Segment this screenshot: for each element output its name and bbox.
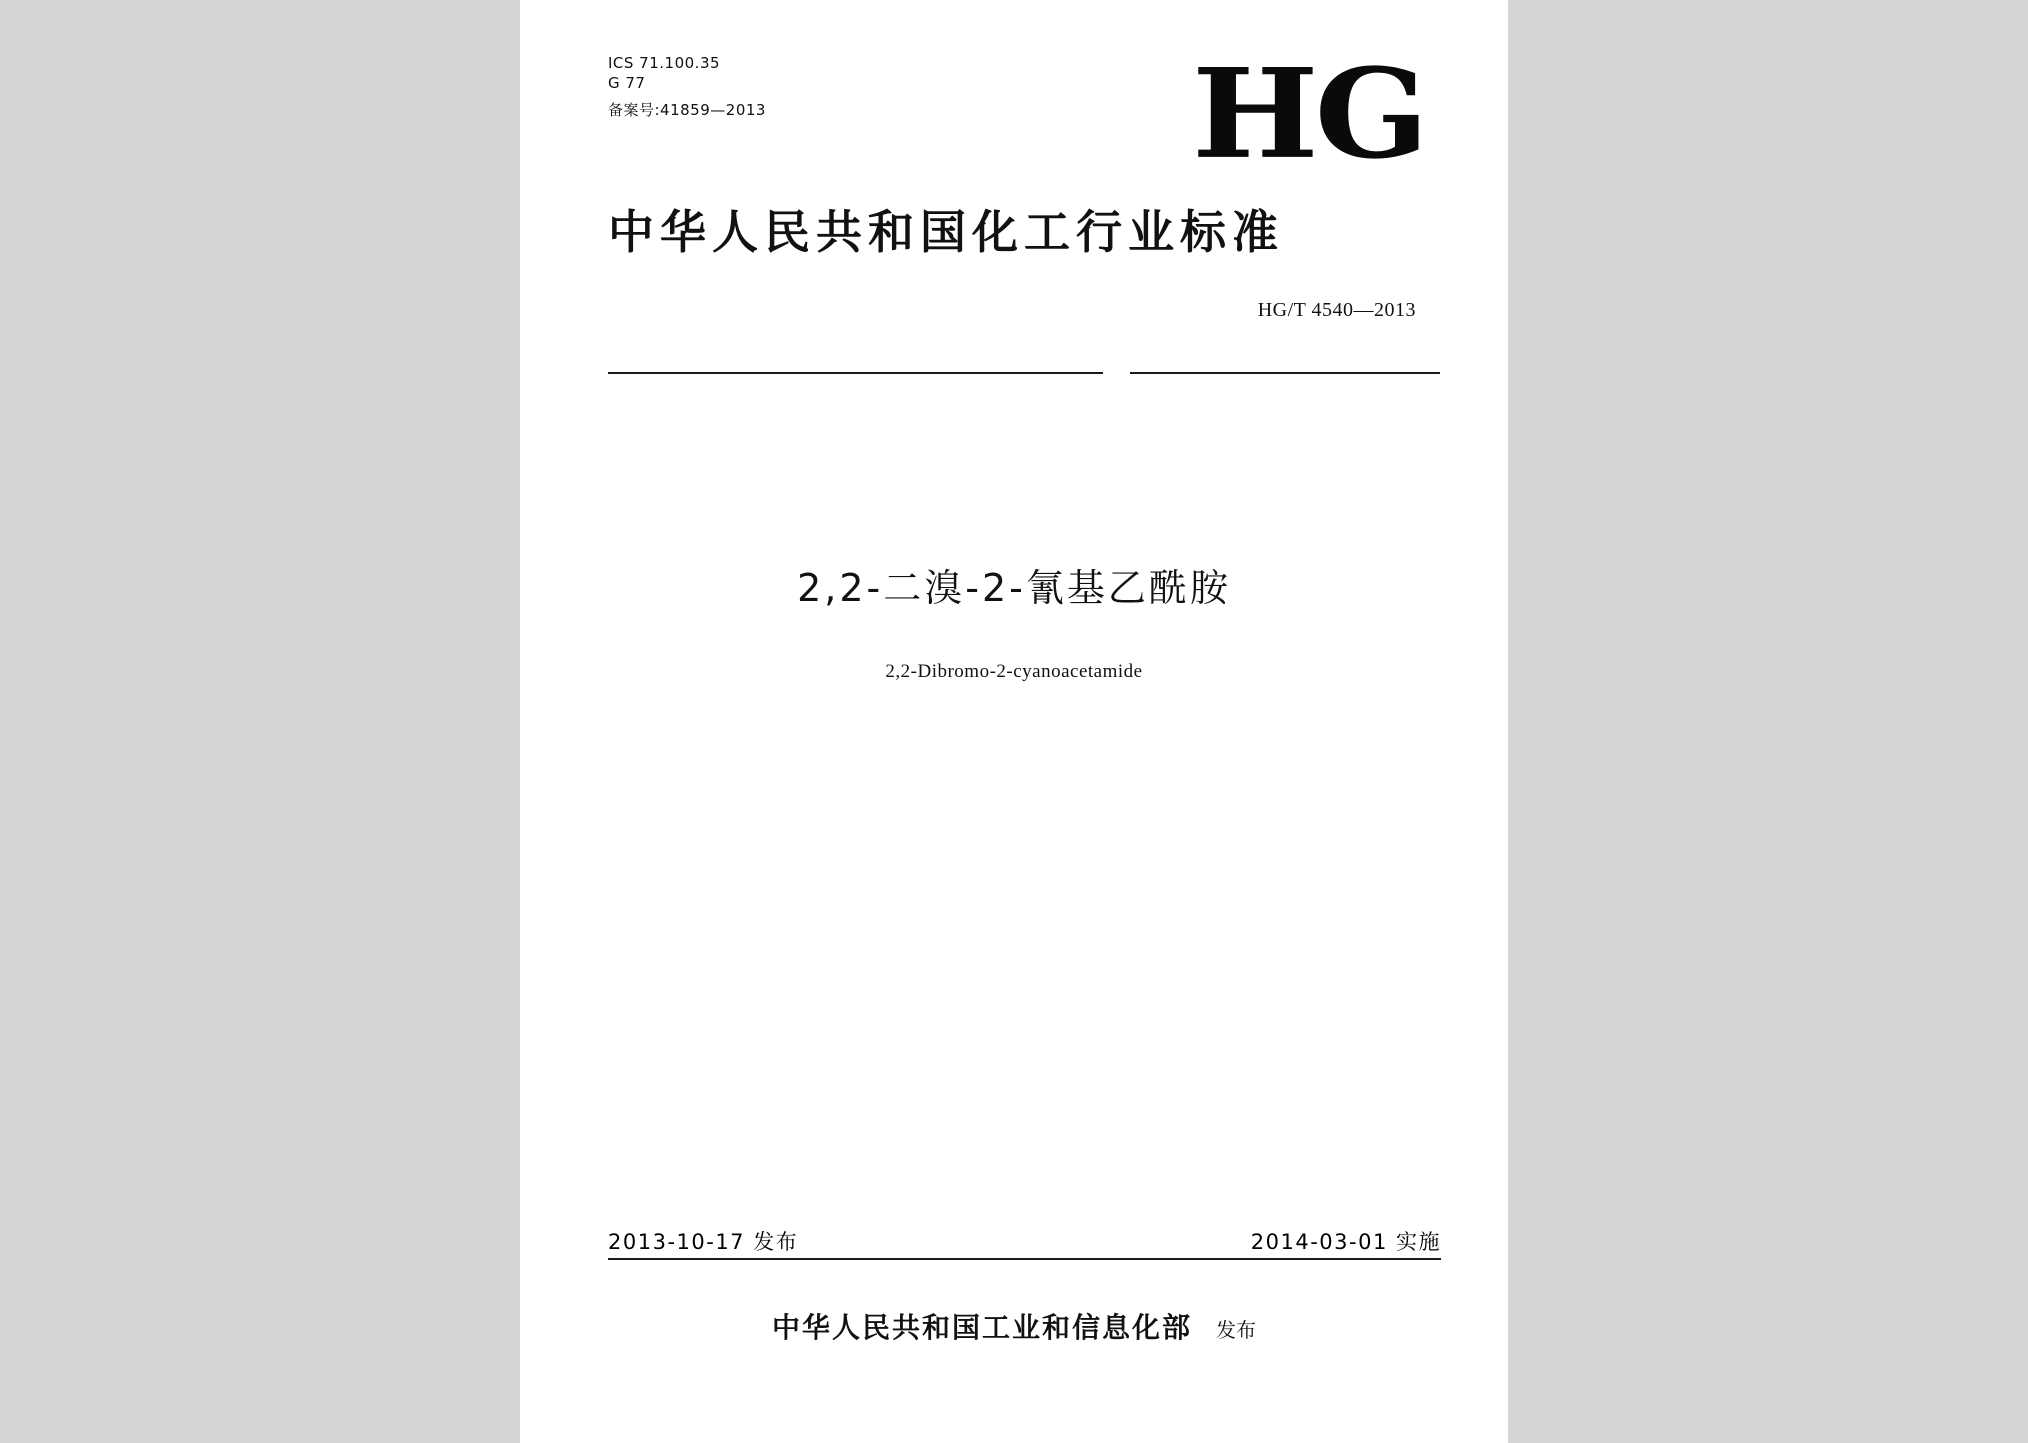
release-date: 2013-10-17 发布 — [608, 1230, 799, 1254]
filing-number: 备案号:41859—2013 — [608, 101, 766, 119]
issuer-suffix: 发布 — [1216, 1318, 1256, 1342]
hg-logo: HG — [1192, 40, 1426, 187]
implementation-date: 2014-03-01 实施 — [1250, 1230, 1441, 1254]
standard-category-title: 中华人民共和国化工行业标准 — [608, 205, 1284, 259]
header-divider-right — [1130, 372, 1440, 374]
date-row — [608, 1228, 1441, 1260]
issuer-name: 中华人民共和国工业和信息化部 — [771, 1311, 1192, 1344]
ccs-number: G 77 — [608, 74, 646, 92]
ics-number: ICS 71.100.35 — [608, 54, 721, 72]
standard-code: HG/T 4540—2013 — [1257, 299, 1416, 321]
document-title-zh: 2,2-二溴-2-氰基乙酰胺 — [797, 566, 1231, 610]
issuer — [520, 1310, 1508, 1348]
document-title-en: 2,2-Dibromo-2-cyanoacetamide — [885, 661, 1143, 682]
document-page — [520, 0, 1508, 1443]
header-divider-left — [608, 372, 1103, 374]
